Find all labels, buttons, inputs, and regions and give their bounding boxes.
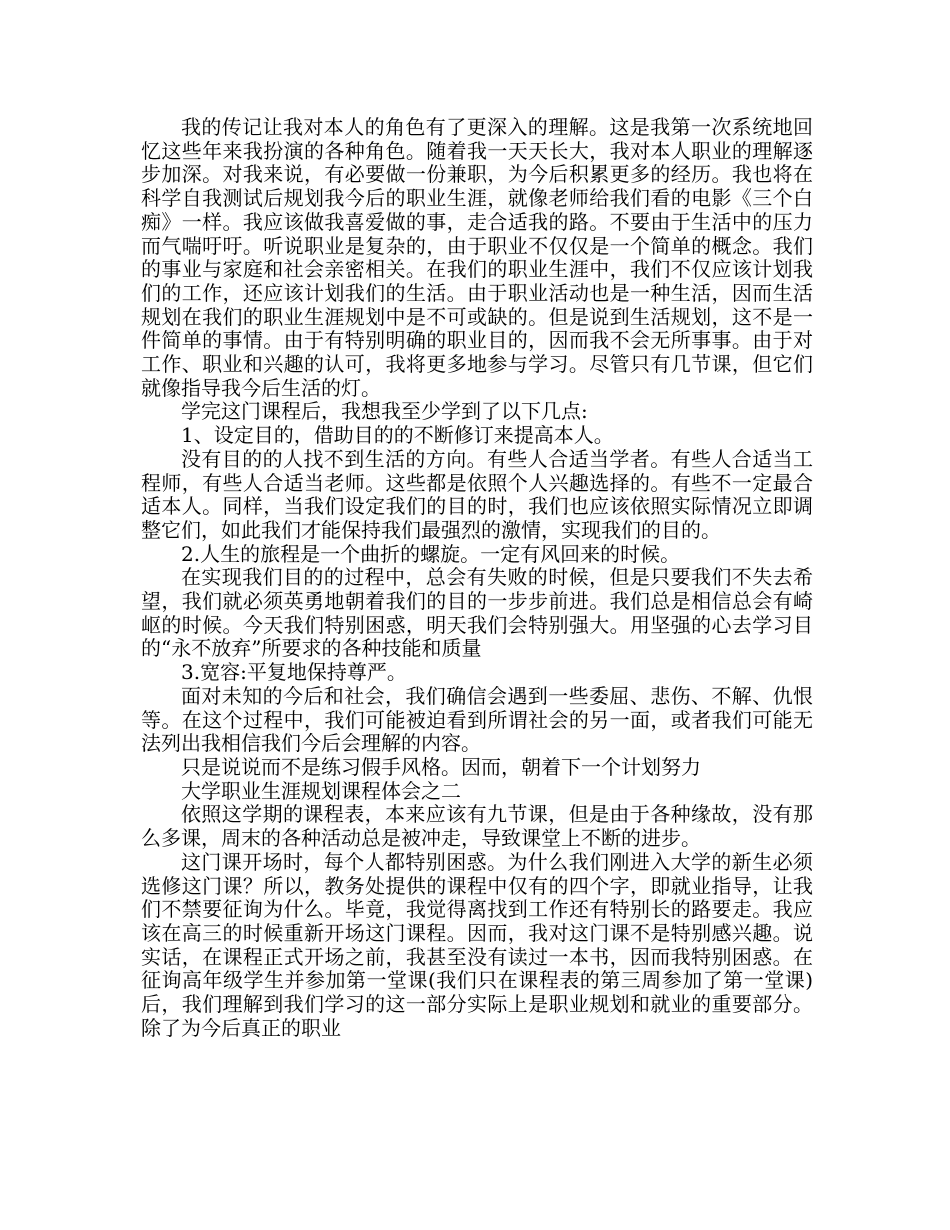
document-body bbox=[141, 116, 813, 1040]
paragraph-closing-remark: 只是说说而不是练习假手风格。因而，朝着下一个计划努力 bbox=[181, 754, 701, 779]
paragraph-point-1-heading: 1、设定目的，借助目的的不断修订来提高本人。 bbox=[181, 423, 614, 448]
paragraph-point-2-body: 在实现我们目的的过程中，总会有失败的时候，但是只要我们不失去希望，我们就必须英勇地朝着我们的目的一步步前进。我们总是相信总会有崎岖的时候。今天我们特别困惑，明天我们会特别强大。用坚强的心去学习目的“永不放弃”所要求的各种技能和质量 bbox=[141, 565, 813, 661]
paragraph-lessons-intro: 学完这门课程后，我想我至少学到了以下几点: bbox=[181, 399, 588, 424]
paragraph-point-3-heading: 3.宽容:平复地保持尊严。 bbox=[181, 660, 407, 685]
paragraph-point-1-body: 没有目的的人找不到生活的方向。有些人合适当学者。有些人合适当工程师，有些人合适当老师。这些都是依照个人兴趣选择的。有些不一定最合适本人。同样，当我们设定我们的目的时，我们也应该依照实际情况立即调整它们，如此我们才能保持我们最强烈的激情，实现我们的目的。 bbox=[141, 446, 813, 542]
paragraph-biography-reflection: 我的传记让我对本人的角色有了更深入的理解。这是我第一次系统地回忆这些年来我扮演的各种角色。随着我一天天长大，我对本人职业的理解逐步加深。对我来说，有必要做一份兼职，为今后积累更多的经历。我也将在科学自我测试后规划我今后的职业生涯，就像老师给我们看的电影《三个白痴》一样。我应该做我喜爱做的事，走合适我的路。不要由于生活中的压力而气喘吁吁。听说职业是复杂的，由于职业不仅仅是一个简单的概念。我们的事业与家庭和社会亲密相关。在我们的职业生涯中，我们不仅应该计划我们的工作，还应该计划我们的生活。由于职业活动也是一种生活，因而生活规划在我们的职业生涯规划中是不可或缺的。但是说到生活规划，这不是一件简单的事情。由于有特别明确的职业目的，因而我不会无所事事。由于对工作、职业和兴趣的认可，我将更多地参与学习。尽管只有几节课，但它们就像指导我今后生活的灯。 bbox=[141, 115, 813, 400]
paragraph-point-2-heading: 2.人生的旅程是一个曲折的螺旋。一定有风回来的时候。 bbox=[181, 541, 681, 566]
section-heading-part-two: 大学职业生涯规划课程体会之二 bbox=[181, 778, 461, 803]
paragraph-point-3-body: 面对未知的今后和社会，我们确信会遇到一些委屈、悲伤、不解、仇恨等。在这个过程中，我们可能被迫看到所谓社会的另一面，或者我们可能无法列出我相信我们今后会理解的内容。 bbox=[141, 683, 813, 756]
paragraph-course-start: 这门课开场时，每个人都特别困惑。为什么我们刚进入大学的新生必须选修这门课？所以，教务处提供的课程中仅有的四个字，即就业指导，让我们不禁要征询为什么。毕竟，我觉得离找到工作还有特别长的路要走。我应该在高三的时候重新开场这门课程。因而，我对这门课不是特别感兴趣。说实话，在课程正式开场之前，我甚至没有读过一本书，因而我特别困惑。在征询高年级学生并参加第一堂课(我们只在课程表的第三周参加了第一堂课)后，我们理解到我们学习的这一部分实际上是职业规划和就业的重要部分。除了为今后真正的职业 bbox=[141, 849, 813, 1040]
paragraph-schedule: 依照这学期的课程表，本来应该有九节课，但是由于各种缘故，没有那么多课，周末的各种活动总是被冲走，导致课堂上不断的进步。 bbox=[141, 802, 813, 851]
